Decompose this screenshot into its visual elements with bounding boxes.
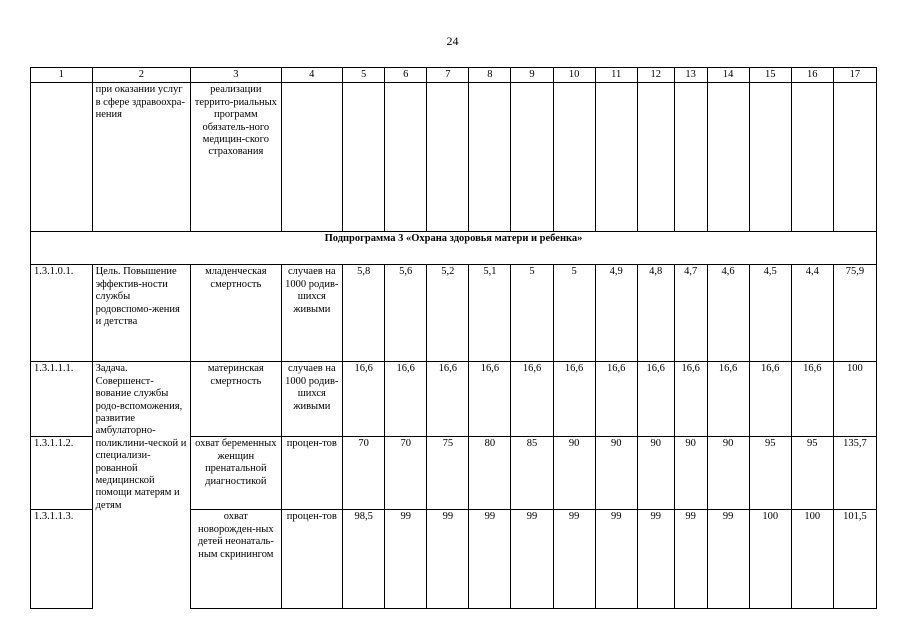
value-cell: 90 — [637, 437, 674, 510]
value-cell: 5 — [553, 265, 595, 362]
value-cell: 99 — [707, 510, 749, 609]
header-cell: 16 — [791, 68, 833, 83]
value-cell: 16,6 — [427, 362, 469, 437]
unit-cell: процен-тов — [281, 510, 343, 609]
value-cell: 5,8 — [343, 265, 385, 362]
value-cell: 16,6 — [749, 362, 791, 437]
value-cell: 5,6 — [385, 265, 427, 362]
value-cell: 99 — [385, 510, 427, 609]
header-cell: 5 — [343, 68, 385, 83]
value-cell: 90 — [595, 437, 637, 510]
value-cell: 100 — [749, 510, 791, 609]
header-cell: 6 — [385, 68, 427, 83]
header-cell: 7 — [427, 68, 469, 83]
cont-code-cell — [31, 83, 93, 232]
page-number: 24 — [446, 34, 459, 48]
value-cell: 135,7 — [833, 437, 876, 510]
value-cell: 80 — [469, 437, 511, 510]
header-cell: 3 — [191, 68, 281, 83]
value-cell: 4,5 — [749, 265, 791, 362]
value-cell: 100 — [791, 510, 833, 609]
indicator-cell: младенческая смертность — [191, 265, 281, 362]
value-cell: 99 — [553, 510, 595, 609]
value-cell: 16,6 — [674, 362, 707, 437]
value-cell: 101,5 — [833, 510, 876, 609]
value-cell: 70 — [385, 437, 427, 510]
value-cell: 16,6 — [343, 362, 385, 437]
header-cell: 4 — [281, 68, 343, 83]
header-cell: 1 — [31, 68, 93, 83]
value-cell: 16,6 — [637, 362, 674, 437]
unit-cell: случаев на 1000 родив-шихся живыми — [281, 265, 343, 362]
unit-cell: случаев на 1000 родив-шихся живыми — [281, 362, 343, 437]
value-cell: 100 — [833, 362, 876, 437]
value-cell: 16,6 — [553, 362, 595, 437]
value-cell: 95 — [791, 437, 833, 510]
header-cell: 11 — [595, 68, 637, 83]
indicator-cell: материнская смертность — [191, 362, 281, 437]
value-cell: 4,7 — [674, 265, 707, 362]
indicator-cell: охват новорожден-ных детей неонаталь-ным скринингом — [191, 510, 281, 609]
value-cell: 4,8 — [637, 265, 674, 362]
value-cell: 99 — [595, 510, 637, 609]
header-row — [31, 68, 877, 83]
unit-cell: процен-тов — [281, 437, 343, 510]
indicators-table — [30, 67, 877, 609]
goal-cell: Цель. Повышение эффектив-ности службы родовспомо-жения и детства — [92, 265, 191, 362]
row-code: 1.3.1.1.1. — [31, 362, 93, 437]
indicator-cell: охват беременных женщин пренатальной диагностикой — [191, 437, 281, 510]
value-cell: 16,6 — [707, 362, 749, 437]
header-cell: 13 — [674, 68, 707, 83]
value-cell: 90 — [553, 437, 595, 510]
header-cell: 17 — [833, 68, 876, 83]
value-cell: 16,6 — [791, 362, 833, 437]
table-row — [31, 362, 877, 437]
value-cell: 99 — [469, 510, 511, 609]
value-cell: 99 — [674, 510, 707, 609]
value-cell: 5,1 — [469, 265, 511, 362]
header-cell: 14 — [707, 68, 749, 83]
continuation-row — [31, 83, 877, 232]
value-cell: 90 — [674, 437, 707, 510]
value-cell: 4,4 — [791, 265, 833, 362]
value-cell: 16,6 — [511, 362, 553, 437]
value-cell: 99 — [637, 510, 674, 609]
header-cell: 2 — [92, 68, 191, 83]
value-cell: 4,9 — [595, 265, 637, 362]
header-cell: 9 — [511, 68, 553, 83]
value-cell: 5,2 — [427, 265, 469, 362]
value-cell: 85 — [511, 437, 553, 510]
header-cell: 12 — [637, 68, 674, 83]
header-cell: 10 — [553, 68, 595, 83]
value-cell: 90 — [707, 437, 749, 510]
value-cell: 75,9 — [833, 265, 876, 362]
section-title: Подпрограмма 3 «Охрана здоровья матери и ребенка» — [31, 232, 877, 265]
value-cell: 75 — [427, 437, 469, 510]
header-cell: 15 — [749, 68, 791, 83]
row-code: 1.3.1.1.3. — [31, 510, 93, 609]
row-code: 1.3.1.0.1. — [31, 265, 93, 362]
value-cell: 99 — [511, 510, 553, 609]
value-cell: 16,6 — [469, 362, 511, 437]
value-cell: 16,6 — [595, 362, 637, 437]
cont-goal-cell: при оказании услуг в сфере здравоохра-нения — [92, 83, 191, 232]
value-cell: 16,6 — [385, 362, 427, 437]
row-code: 1.3.1.1.2. — [31, 437, 93, 510]
table-row — [31, 265, 877, 362]
task-cell: Задача. Совершенст-вование службы родо-вспоможения, развитие амбулаторно-поликлини-ческой и специализи-рованной медицинской помощи матерям и детям — [92, 362, 191, 609]
value-cell: 99 — [427, 510, 469, 609]
value-cell: 70 — [343, 437, 385, 510]
header-cell: 8 — [469, 68, 511, 83]
value-cell: 98,5 — [343, 510, 385, 609]
value-cell: 4,6 — [707, 265, 749, 362]
value-cell: 95 — [749, 437, 791, 510]
section-row — [31, 232, 877, 265]
value-cell: 5 — [511, 265, 553, 362]
cont-indicator-cell: реализации террито-риальных программ обязатель-ного медицин-ского страхования — [191, 83, 281, 232]
